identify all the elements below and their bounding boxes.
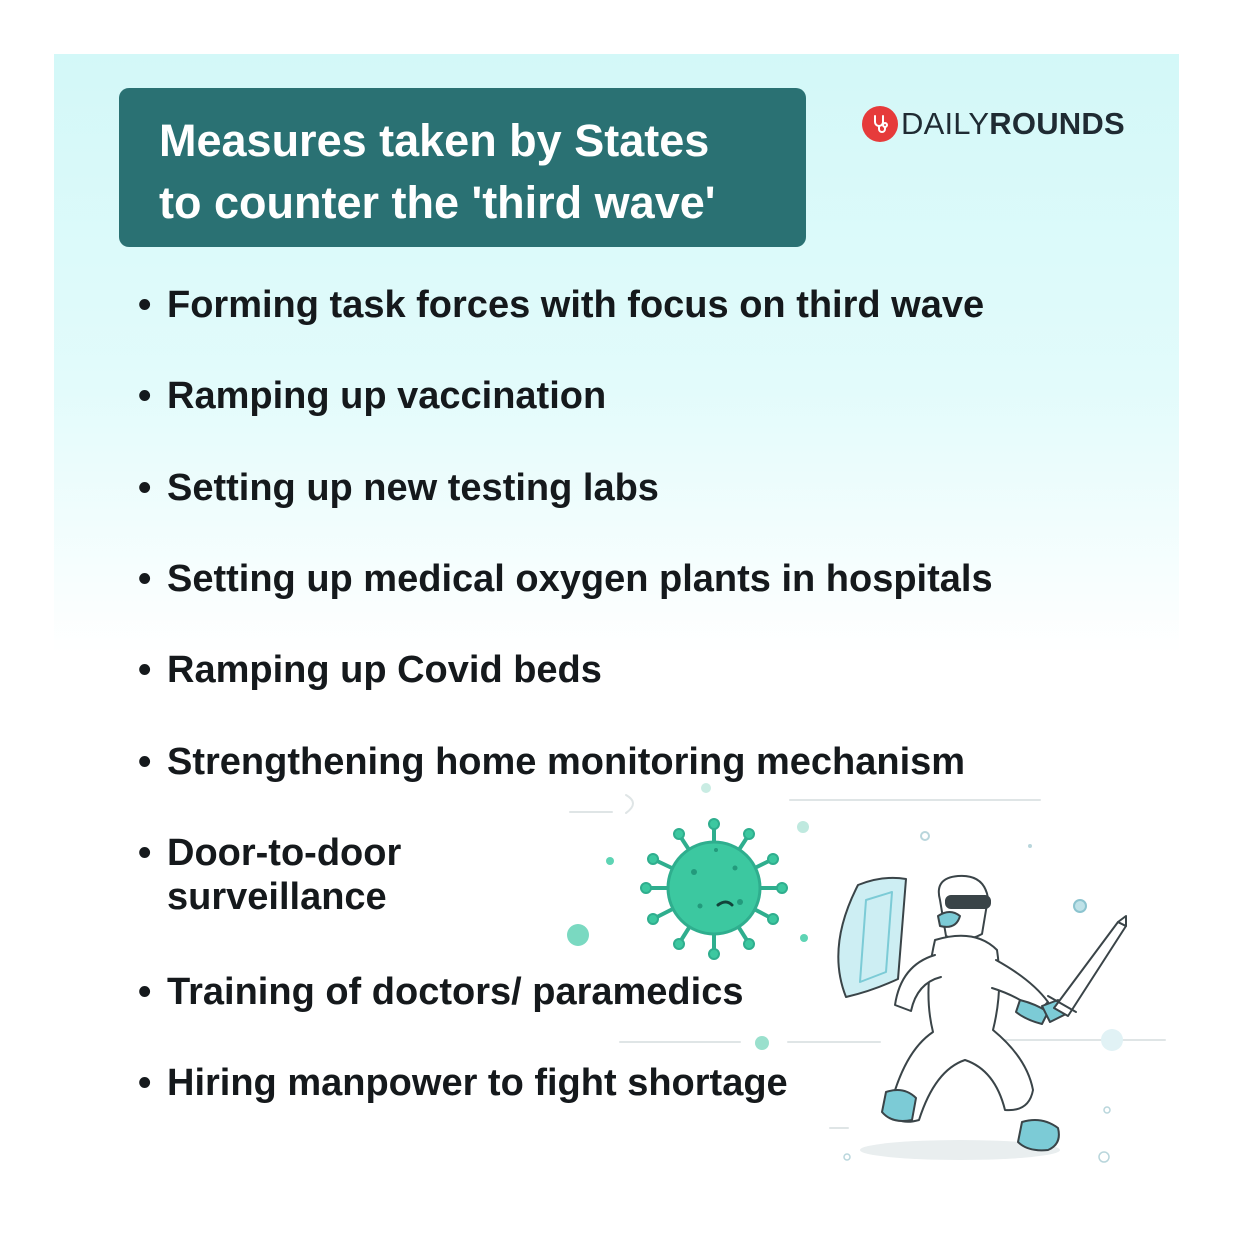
- measure-item: [138, 373, 606, 419]
- doctor-in-ppe-icon: [838, 876, 1126, 1160]
- measure-text-line-2: surveillance: [167, 876, 387, 918]
- bullet: •: [138, 1062, 152, 1104]
- measure-text: Training of doctors/ paramedics: [167, 971, 744, 1013]
- bullet: •: [138, 971, 152, 1013]
- measure-text: Strengthening home monitoring mechanism: [167, 741, 966, 783]
- measure-text: Forming task forces with focus on third wave: [167, 284, 985, 326]
- title-box: [119, 88, 806, 247]
- bullet: •: [138, 375, 152, 417]
- measure-item: [138, 647, 602, 693]
- measure-item: [138, 739, 965, 785]
- measure-text: Setting up medical oxygen plants in hospitals: [167, 558, 993, 600]
- bullet: •: [138, 649, 152, 691]
- measure-text: Ramping up vaccination: [167, 375, 607, 417]
- logo-text-daily: DAILY: [901, 106, 990, 141]
- virus-icon: [641, 819, 787, 959]
- dailyrounds-logo: [862, 104, 1125, 144]
- measure-item: [138, 556, 993, 602]
- measure-item: [138, 465, 659, 511]
- title-line-1: Measures taken by States: [159, 115, 710, 166]
- logo-text-rounds: ROUNDS: [989, 106, 1125, 141]
- measure-item: [138, 282, 984, 328]
- illustration: [540, 780, 1180, 1200]
- measure-text: Setting up new testing labs: [167, 467, 659, 509]
- title-line-2: to counter the 'third wave': [159, 177, 716, 228]
- bullet: •: [138, 741, 152, 783]
- bullet: •: [138, 467, 152, 509]
- measure-text-line-1: Door-to-door: [167, 832, 402, 874]
- bullet: •: [138, 558, 152, 600]
- bullet: •: [138, 832, 152, 874]
- measure-item: [138, 831, 401, 919]
- bullet: •: [138, 284, 152, 326]
- stethoscope-icon: [862, 106, 898, 142]
- measure-text: Ramping up Covid beds: [167, 649, 602, 691]
- measure-text: Hiring manpower to fight shortage: [167, 1062, 788, 1104]
